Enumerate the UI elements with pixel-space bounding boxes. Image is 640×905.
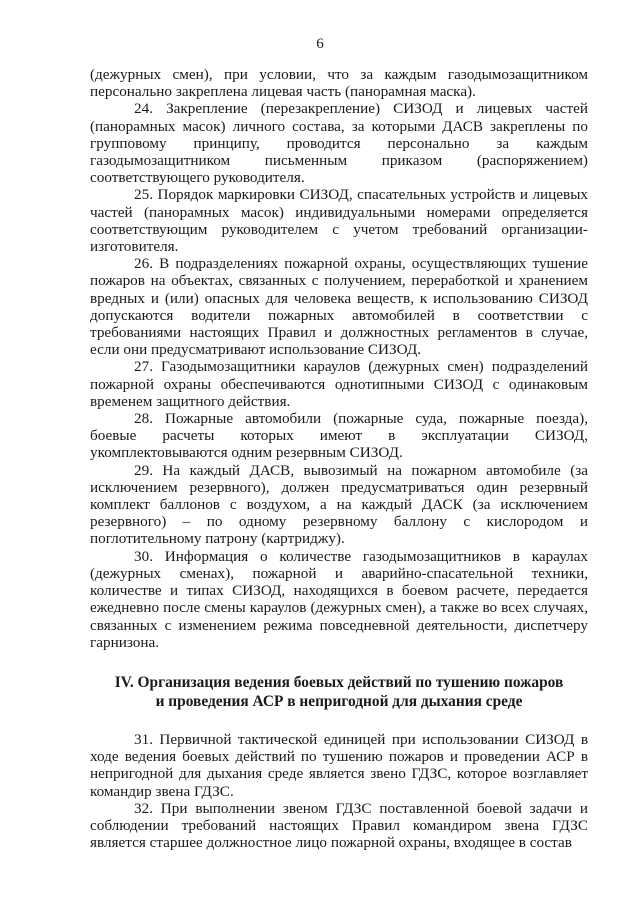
- paragraph-32: 32. При выполнении звеном ГДЗС поставленной боевой задачи и соблюдении требований настоящих Правил командиром звена ГДЗС является старшее должностное лицо пожарной охраны, входящее в состав: [90, 799, 588, 852]
- paragraph-31: 31. Первичной тактической единицей при использовании СИЗОД в ходе ведения боевых действий по тушению пожаров и проведении АСР в непригодной для дыхания среде является звено ГДЗС, которое возглавляет командир звена ГДЗС.: [90, 730, 588, 800]
- section-heading: [90, 673, 588, 711]
- section-heading-line-2: и проведения АСР в непригодной для дыхания среде: [155, 692, 523, 710]
- paragraph-25: 25. Порядок маркировки СИЗОД, спасательных устройств и лицевых частей (панорамных масок) индивидуальными номерами определяется соответствующим руководителем с учетом требований организации-изготовителя.: [90, 186, 588, 256]
- paragraph-28: 28. Пожарные автомобили (пожарные суда, пожарные поезда), боевые расчеты которых имеют в эксплуатации СИЗОД, укомплектовываются одним резервным СИЗОД.: [90, 410, 588, 462]
- paragraph-26: 26. В подразделениях пожарной охраны, осуществляющих тушение пожаров на объектах, связанных с получением, переработкой и хранением вредных и (или) опасных для человека веществ, к использованию СИЗОД допускаются водители пожарных автомобилей в соответствии с требованиями настоящих Правил и должностных регламентов в случае, если они предусматривают использование СИЗОД.: [90, 255, 588, 359]
- paragraph-continuation: (дежурных смен), при условии, что за каждым газодымозащитником персонально закреплена лицевая часть (панорамная маска).: [90, 66, 588, 101]
- page-number: 6: [316, 36, 324, 52]
- paragraph-29: 29. На каждый ДАСВ, вывозимый на пожарном автомобиле (за исключением резервного), должен предусматриваться один резервный комплект баллонов с воздухом, а на каждый ДАСК (за исключением резервного) – по одному резервному баллону с кислородом и поглотительному патрону (картриджу).: [90, 461, 588, 548]
- paragraph-24: 24. Закрепление (перезакрепление) СИЗОД и лицевых частей (панорамных масок) личного состава, за которыми ДАСВ закреплены по групповому принципу, проводится персонально за каждым газодымозащитником письменным приказом (распоряжением) соответствующего руководителя.: [90, 100, 588, 187]
- document-body: [90, 66, 588, 851]
- paragraph-27: 27. Газодымозащитники караулов (дежурных смен) подразделений пожарной охраны обеспечиваются однотипными СИЗОД с одинаковым временем защитного действия.: [90, 358, 588, 410]
- paragraph-30: 30. Информация о количестве газодымозащитников в караулах (дежурных сменах), пожарной и аварийно-спасательной техники, количестве и типах СИЗОД, находящихся в боевом расчете, передается ежедневно после смены караулов (дежурных смен), а также во всех случаях, связанных с изменением режима повседневной деятельности, диспетчеру гарнизона.: [90, 547, 588, 651]
- section-heading-line-1: IV. Организация ведения боевых действий по тушению пожаров: [114, 673, 564, 691]
